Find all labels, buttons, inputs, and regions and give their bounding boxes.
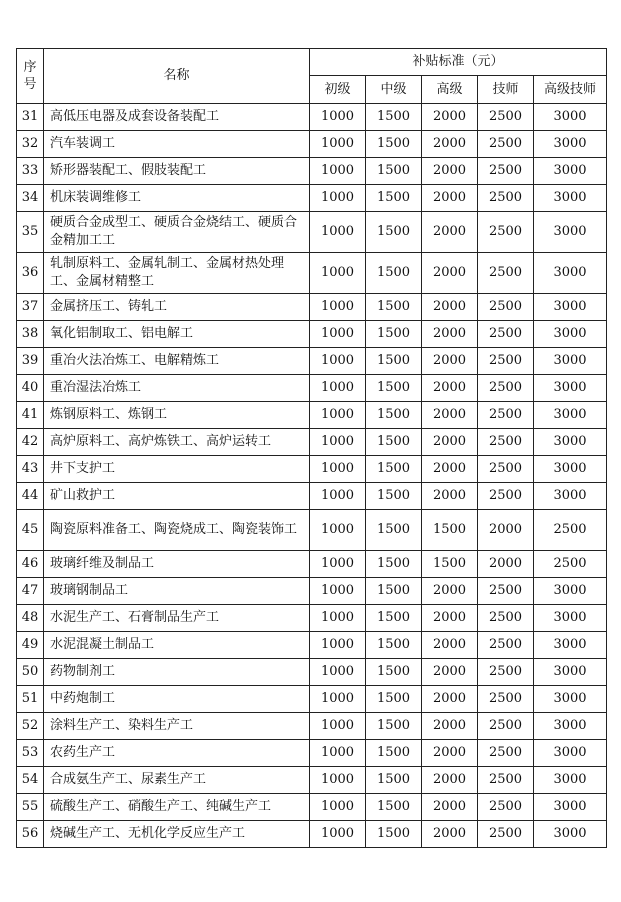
occupation-name: 硫酸生产工、硝酸生产工、纯碱生产工	[44, 794, 310, 821]
table-row	[17, 578, 607, 605]
subsidy-junior: 1000	[310, 605, 366, 632]
row-number: 35	[17, 212, 44, 253]
subsidy-technician: 2500	[478, 158, 534, 185]
subsidy-junior: 1000	[310, 821, 366, 848]
subsidy-senior: 2000	[422, 429, 478, 456]
subsidy-technician: 2500	[478, 483, 534, 510]
header-name: 名称	[44, 49, 310, 104]
subsidy-intermediate: 1500	[366, 321, 422, 348]
row-number: 31	[17, 104, 44, 131]
row-number: 49	[17, 632, 44, 659]
occupation-name: 重冶火法冶炼工、电解精炼工	[44, 348, 310, 375]
occupation-name: 金属挤压工、铸轧工	[44, 294, 310, 321]
subsidy-intermediate: 1500	[366, 483, 422, 510]
subsidy-junior: 1000	[310, 253, 366, 294]
subsidy-senior-technician: 3000	[534, 821, 607, 848]
subsidy-senior: 2000	[422, 740, 478, 767]
table-row	[17, 551, 607, 578]
subsidy-table	[16, 48, 607, 848]
subsidy-senior: 2000	[422, 185, 478, 212]
table-row	[17, 632, 607, 659]
subsidy-intermediate: 1500	[366, 632, 422, 659]
subsidy-intermediate: 1500	[366, 104, 422, 131]
subsidy-senior: 2000	[422, 794, 478, 821]
occupation-name: 井下支护工	[44, 456, 310, 483]
subsidy-intermediate: 1500	[366, 551, 422, 578]
occupation-name: 烧碱生产工、无机化学反应生产工	[44, 821, 310, 848]
subsidy-technician: 2500	[478, 429, 534, 456]
row-number: 36	[17, 253, 44, 294]
row-number: 34	[17, 185, 44, 212]
subsidy-intermediate: 1500	[366, 578, 422, 605]
subsidy-junior: 1000	[310, 158, 366, 185]
subsidy-senior: 2000	[422, 456, 478, 483]
subsidy-junior: 1000	[310, 402, 366, 429]
subsidy-senior-technician: 3000	[534, 253, 607, 294]
occupation-name: 药物制剂工	[44, 659, 310, 686]
occupation-name: 玻璃钢制品工	[44, 578, 310, 605]
subsidy-junior: 1000	[310, 659, 366, 686]
subsidy-intermediate: 1500	[366, 429, 422, 456]
subsidy-technician: 2500	[478, 605, 534, 632]
subsidy-senior: 2000	[422, 713, 478, 740]
subsidy-intermediate: 1500	[366, 131, 422, 158]
subsidy-intermediate: 1500	[366, 212, 422, 253]
table-row	[17, 253, 607, 294]
subsidy-technician: 2500	[478, 294, 534, 321]
table-row	[17, 348, 607, 375]
subsidy-intermediate: 1500	[366, 686, 422, 713]
table-row	[17, 375, 607, 402]
subsidy-technician: 2500	[478, 375, 534, 402]
subsidy-senior: 2000	[422, 104, 478, 131]
occupation-name: 重冶湿法冶炼工	[44, 375, 310, 402]
table-row	[17, 131, 607, 158]
subsidy-senior: 1500	[422, 510, 478, 551]
row-number: 37	[17, 294, 44, 321]
subsidy-senior-technician: 3000	[534, 632, 607, 659]
subsidy-junior: 1000	[310, 212, 366, 253]
table-row	[17, 821, 607, 848]
subsidy-senior: 2000	[422, 158, 478, 185]
row-number: 40	[17, 375, 44, 402]
subsidy-intermediate: 1500	[366, 253, 422, 294]
subsidy-senior-technician: 3000	[534, 713, 607, 740]
subsidy-senior: 2000	[422, 212, 478, 253]
subsidy-junior: 1000	[310, 632, 366, 659]
subsidy-junior: 1000	[310, 551, 366, 578]
subsidy-technician: 2500	[478, 794, 534, 821]
occupation-name: 陶瓷原料准备工、陶瓷烧成工、陶瓷装饰工	[44, 510, 310, 551]
subsidy-junior: 1000	[310, 767, 366, 794]
header-level-junior: 初级	[310, 76, 366, 104]
subsidy-senior-technician: 3000	[534, 686, 607, 713]
subsidy-technician: 2500	[478, 456, 534, 483]
subsidy-technician: 2500	[478, 321, 534, 348]
row-number: 39	[17, 348, 44, 375]
subsidy-senior: 2000	[422, 632, 478, 659]
subsidy-junior: 1000	[310, 794, 366, 821]
row-number: 48	[17, 605, 44, 632]
occupation-name: 高炉原料工、高炉炼铁工、高炉运转工	[44, 429, 310, 456]
occupation-name: 合成氨生产工、尿素生产工	[44, 767, 310, 794]
row-number: 38	[17, 321, 44, 348]
subsidy-senior-technician: 3000	[534, 294, 607, 321]
subsidy-junior: 1000	[310, 348, 366, 375]
subsidy-senior-technician: 3000	[534, 483, 607, 510]
subsidy-senior-technician: 3000	[534, 767, 607, 794]
row-number: 43	[17, 456, 44, 483]
table-row	[17, 429, 607, 456]
subsidy-intermediate: 1500	[366, 740, 422, 767]
occupation-name: 轧制原料工、金属轧制工、金属材热处理工、金属材精整工	[44, 253, 310, 294]
subsidy-senior-technician: 3000	[534, 212, 607, 253]
table-row	[17, 794, 607, 821]
occupation-name: 涂料生产工、染料生产工	[44, 713, 310, 740]
subsidy-senior: 2000	[422, 821, 478, 848]
row-number: 33	[17, 158, 44, 185]
subsidy-intermediate: 1500	[366, 348, 422, 375]
header-seq: 序 号	[17, 49, 44, 104]
row-number: 52	[17, 713, 44, 740]
table-row	[17, 212, 607, 253]
row-number: 47	[17, 578, 44, 605]
occupation-name: 氧化铝制取工、铝电解工	[44, 321, 310, 348]
row-number: 55	[17, 794, 44, 821]
subsidy-intermediate: 1500	[366, 185, 422, 212]
subsidy-intermediate: 1500	[366, 659, 422, 686]
subsidy-junior: 1000	[310, 429, 366, 456]
subsidy-intermediate: 1500	[366, 713, 422, 740]
subsidy-senior-technician: 3000	[534, 104, 607, 131]
occupation-name: 硬质合金成型工、硬质合金烧结工、硬质合金精加工工	[44, 212, 310, 253]
subsidy-intermediate: 1500	[366, 158, 422, 185]
subsidy-senior-technician: 3000	[534, 605, 607, 632]
subsidy-senior-technician: 3000	[534, 659, 607, 686]
subsidy-senior-technician: 3000	[534, 578, 607, 605]
subsidy-senior: 2000	[422, 402, 478, 429]
subsidy-junior: 1000	[310, 510, 366, 551]
subsidy-technician: 2500	[478, 767, 534, 794]
subsidy-junior: 1000	[310, 483, 366, 510]
occupation-name: 玻璃纤维及制品工	[44, 551, 310, 578]
subsidy-junior: 1000	[310, 104, 366, 131]
occupation-name: 炼钢原料工、炼钢工	[44, 402, 310, 429]
row-number: 44	[17, 483, 44, 510]
table-row	[17, 158, 607, 185]
header-level-intermediate: 中级	[366, 76, 422, 104]
table-row	[17, 321, 607, 348]
subsidy-senior: 2000	[422, 659, 478, 686]
subsidy-technician: 2500	[478, 713, 534, 740]
subsidy-technician: 2500	[478, 632, 534, 659]
subsidy-senior-technician: 3000	[534, 131, 607, 158]
subsidy-senior: 2000	[422, 686, 478, 713]
occupation-name: 水泥混凝土制品工	[44, 632, 310, 659]
table-row	[17, 456, 607, 483]
subsidy-technician: 2500	[478, 104, 534, 131]
row-number: 32	[17, 131, 44, 158]
subsidy-intermediate: 1500	[366, 605, 422, 632]
subsidy-intermediate: 1500	[366, 402, 422, 429]
subsidy-technician: 2500	[478, 253, 534, 294]
subsidy-senior-technician: 2500	[534, 551, 607, 578]
subsidy-technician: 2500	[478, 821, 534, 848]
occupation-name: 汽车装调工	[44, 131, 310, 158]
subsidy-intermediate: 1500	[366, 375, 422, 402]
subsidy-senior-technician: 3000	[534, 402, 607, 429]
table-row	[17, 605, 607, 632]
subsidy-technician: 2000	[478, 510, 534, 551]
subsidy-intermediate: 1500	[366, 767, 422, 794]
occupation-name: 矿山救护工	[44, 483, 310, 510]
subsidy-senior: 2000	[422, 253, 478, 294]
subsidy-technician: 2500	[478, 740, 534, 767]
subsidy-senior-technician: 3000	[534, 794, 607, 821]
subsidy-junior: 1000	[310, 578, 366, 605]
subsidy-technician: 2500	[478, 185, 534, 212]
subsidy-senior: 2000	[422, 131, 478, 158]
subsidy-senior: 2000	[422, 321, 478, 348]
table-row	[17, 185, 607, 212]
subsidy-junior: 1000	[310, 185, 366, 212]
subsidy-intermediate: 1500	[366, 456, 422, 483]
subsidy-senior-technician: 3000	[534, 348, 607, 375]
occupation-name: 矫形器装配工、假肢装配工	[44, 158, 310, 185]
subsidy-senior-technician: 3000	[534, 321, 607, 348]
subsidy-technician: 2000	[478, 551, 534, 578]
subsidy-senior-technician: 3000	[534, 740, 607, 767]
occupation-name: 农药生产工	[44, 740, 310, 767]
subsidy-junior: 1000	[310, 686, 366, 713]
subsidy-intermediate: 1500	[366, 510, 422, 551]
subsidy-senior: 2000	[422, 605, 478, 632]
subsidy-junior: 1000	[310, 740, 366, 767]
table-row	[17, 767, 607, 794]
subsidy-senior-technician: 3000	[534, 158, 607, 185]
table-row	[17, 713, 607, 740]
subsidy-junior: 1000	[310, 294, 366, 321]
subsidy-intermediate: 1500	[366, 821, 422, 848]
subsidy-senior: 2000	[422, 294, 478, 321]
subsidy-junior: 1000	[310, 375, 366, 402]
subsidy-senior: 2000	[422, 348, 478, 375]
subsidy-junior: 1000	[310, 131, 366, 158]
row-number: 45	[17, 510, 44, 551]
subsidy-technician: 2500	[478, 659, 534, 686]
subsidy-senior-technician: 3000	[534, 456, 607, 483]
subsidy-senior: 2000	[422, 578, 478, 605]
subsidy-senior: 2000	[422, 767, 478, 794]
row-number: 54	[17, 767, 44, 794]
row-number: 42	[17, 429, 44, 456]
subsidy-technician: 2500	[478, 348, 534, 375]
subsidy-junior: 1000	[310, 713, 366, 740]
table-row	[17, 483, 607, 510]
occupation-name: 高低压电器及成套设备装配工	[44, 104, 310, 131]
row-number: 53	[17, 740, 44, 767]
header-standard: 补贴标准（元）	[310, 49, 607, 76]
subsidy-technician: 2500	[478, 402, 534, 429]
table-row	[17, 659, 607, 686]
subsidy-technician: 2500	[478, 686, 534, 713]
subsidy-senior-technician: 3000	[534, 429, 607, 456]
subsidy-technician: 2500	[478, 212, 534, 253]
row-number: 46	[17, 551, 44, 578]
row-number: 41	[17, 402, 44, 429]
occupation-name: 水泥生产工、石膏制品生产工	[44, 605, 310, 632]
table-row	[17, 294, 607, 321]
table-row	[17, 510, 607, 551]
subsidy-senior-technician: 2500	[534, 510, 607, 551]
subsidy-intermediate: 1500	[366, 794, 422, 821]
header-level-technician: 技师	[478, 76, 534, 104]
table-row	[17, 686, 607, 713]
subsidy-senior: 1500	[422, 551, 478, 578]
row-number: 50	[17, 659, 44, 686]
subsidy-junior: 1000	[310, 456, 366, 483]
subsidy-technician: 2500	[478, 578, 534, 605]
table-row	[17, 104, 607, 131]
header-level-senior: 高级	[422, 76, 478, 104]
subsidy-senior-technician: 3000	[534, 185, 607, 212]
subsidy-technician: 2500	[478, 131, 534, 158]
subsidy-junior: 1000	[310, 321, 366, 348]
subsidy-senior-technician: 3000	[534, 375, 607, 402]
subsidy-senior: 2000	[422, 375, 478, 402]
row-number: 51	[17, 686, 44, 713]
subsidy-senior: 2000	[422, 483, 478, 510]
header-level-senior-technician: 高级技师	[534, 76, 607, 104]
occupation-name: 机床装调维修工	[44, 185, 310, 212]
table-row	[17, 402, 607, 429]
subsidy-intermediate: 1500	[366, 294, 422, 321]
table-row	[17, 740, 607, 767]
row-number: 56	[17, 821, 44, 848]
occupation-name: 中药炮制工	[44, 686, 310, 713]
